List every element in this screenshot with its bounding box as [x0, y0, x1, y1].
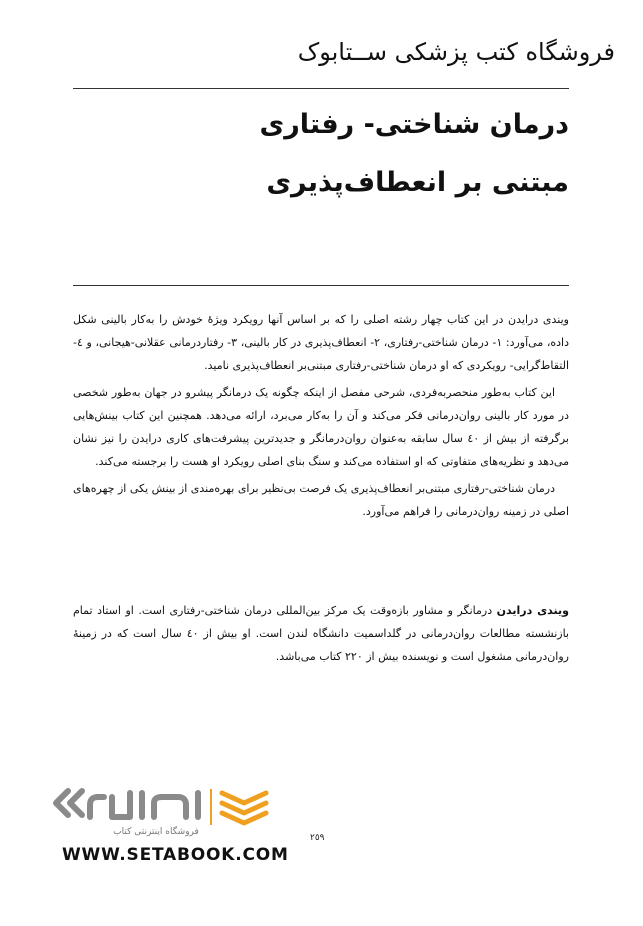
- logo-graphic: [50, 783, 280, 827]
- description-paragraph: ویندی درایدن در این کتاب چهار رشته اصلی را که بر اساس آنها رویکرد ویژۀ خودش را به‌کار بالینی شکل داده، می‌آورد: ۱- درمان شناختی-رفتاری، ۲- انعطاف‌پذیری در کار بالینی، ۳- رفتاردرمانی عقلانی-هیجانی، و ٤- التقاط‌گرایی- رویکردی که او درمان شناختی-رفتاری مبتنی‌بر انعطاف‌پذیری نامید.: [73, 313, 570, 372]
- page-number: ٢٥٩: [310, 833, 325, 843]
- middle-divider: [73, 285, 569, 286]
- top-divider: [73, 88, 569, 89]
- book-description: [73, 308, 569, 527]
- book-emblem-icon: [222, 793, 266, 823]
- book-title-line-2: مبتنی بر انعطاف‌پذیری: [266, 167, 569, 198]
- brand-wordmark: [90, 793, 198, 817]
- author-bio-text: درمانگر و مشاور بازه‌وقت یک مرکز بین‌المللی درمان شناختی-رفتاری است. او استاد تمام بازنشسته مطالعات روان‌درمانی در گلداسمیت دانشگاه لندن است. او بیش از ٤٠ سال است که در زمینهٔ روان‌درمانی مشغول است و نویسنده بیش از ٢٢٠ کتاب می‌باشد.: [73, 604, 569, 663]
- logo-tagline: فروشگاه اینترنتی کتاب: [113, 827, 199, 837]
- book-title: [73, 96, 569, 212]
- site-url[interactable]: WWW.SETABOOK.COM: [62, 845, 289, 865]
- chevron-arrows-icon: [56, 791, 82, 815]
- setabook-logo: [50, 783, 280, 843]
- author-bio-paragraph: [73, 599, 569, 668]
- logo-separator: [210, 789, 212, 825]
- description-paragraph: درمان شناختی-رفتاری مبتنی‌بر انعطاف‌پذیری یک فرصت بی‌نظیر برای بهره‌مندی از بینش یکی از چهره‌های اصلی در زمینه روان‌درمانی را فراهم می‌آورد.: [73, 482, 569, 518]
- book-title-line-1: درمان شناختی- رفتاری: [259, 109, 569, 140]
- store-header-title: فروشگاه کتب پزشکی ســتابوک: [297, 38, 615, 66]
- author-bio: [73, 599, 569, 668]
- description-paragraph: این کتاب به‌طور منحصربه‌فردی، شرحی مفصل از اینکه چگونه یک درمانگر پیشرو در جهان به‌طور شخصی در مورد کار بالینی روان‌درمانی فکر می‌کند و آن را به‌کار می‌برد، ارائه می‌دهد. همچنین این کتاب بینش‌هایی برگرفته از بیش از ٤٠ سال سابقه به‌عنوان روان‌درمانگر و جدیدترین پیشرفت‌های کاری درایدن را نیز نشان می‌دهد و نظریه‌های متفاوتی که او استفاده می‌کند و سنگ بنای اصلی رویکرد او هست را برجسته می‌کند.: [73, 386, 569, 468]
- author-name: ویندی درایدن: [496, 604, 569, 617]
